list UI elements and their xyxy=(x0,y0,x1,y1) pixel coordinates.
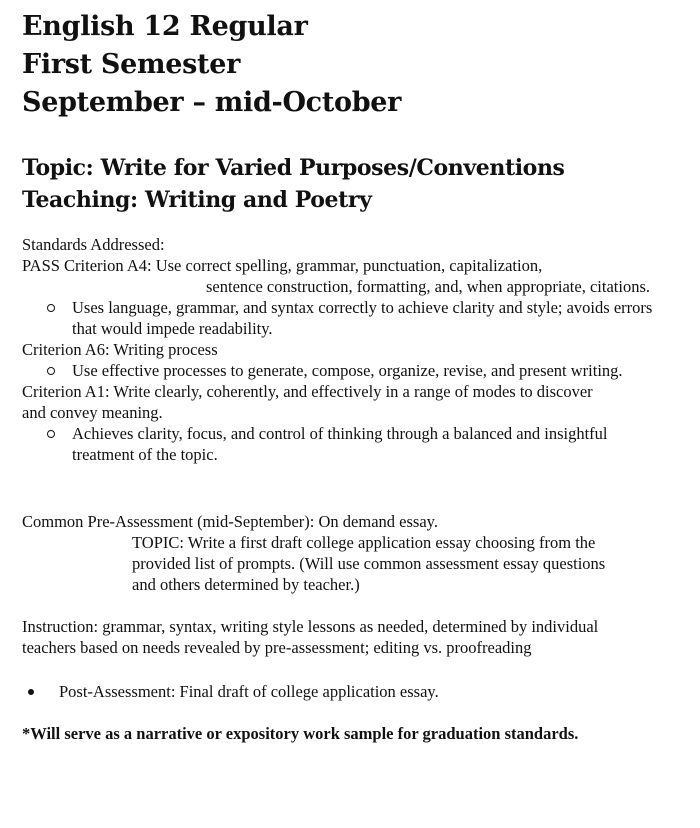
instruction-line2: teachers based on needs revealed by pre-assessment; editing vs. proofreading xyxy=(22,638,532,657)
criterion-a4-line1: PASS Criterion A4: Use correct spelling, grammar, punctuation, capitalization, xyxy=(22,256,543,275)
criterion-a1-line1: Criterion A1: Write clearly, coherently, and effectively in a range of modes to discover xyxy=(22,382,593,401)
criterion-a4-bullet-text: Uses language, grammar, and syntax correctly to achieve clarity and style; avoids errors that would impede readability. xyxy=(72,298,653,338)
pre-assessment-line: Common Pre-Assessment (mid-September): On demand essay. xyxy=(22,512,438,531)
instruction-line1: Instruction: grammar, syntax, writing style lessons as needed, determined by individual xyxy=(22,617,599,636)
post-assessment-text: Post-Assessment: Final draft of college application essay. xyxy=(59,682,439,701)
teaching-title: Teaching: Writing and Poetry xyxy=(22,187,372,213)
pre-assessment-topic-line2: provided list of prompts. (Will use common assessment essay questions xyxy=(132,554,606,573)
pre-assessment-topic-line3: and others determined by teacher.) xyxy=(132,575,360,594)
semester-title: First Semester xyxy=(22,49,241,80)
post-assessment-bullet xyxy=(22,681,439,702)
document-heading xyxy=(22,8,401,122)
pre-assessment-topic-line1: TOPIC: Write a first draft college application essay choosing from the xyxy=(132,533,596,552)
hollow-bullet-icon xyxy=(47,304,55,312)
graduation-standards-note: *Will serve as a narrative or expository work sample for graduation standards. xyxy=(22,724,579,743)
criterion-a6-line: Criterion A6: Writing process xyxy=(22,340,218,359)
standards-section xyxy=(22,234,664,465)
criterion-a6-bullet-text: Use effective processes to generate, compose, organize, revise, and present writing. xyxy=(72,361,623,380)
course-title: English 12 Regular xyxy=(22,11,308,42)
criterion-a1-line2: and convey meaning. xyxy=(22,403,163,422)
criterion-a1-bullet-text: Achieves clarity, focus, and control of thinking through a balanced and insightful treatment of the topic. xyxy=(72,424,608,464)
standards-label: Standards Addressed: xyxy=(22,235,165,254)
criterion-a4-line2: sentence construction, formatting, and, when appropriate, citations. xyxy=(206,277,650,296)
post-assessment-section xyxy=(22,681,439,702)
topic-title: Topic: Write for Varied Purposes/Conventions xyxy=(22,155,565,181)
criterion-a6-bullet xyxy=(22,360,664,381)
bullet-icon xyxy=(28,689,34,695)
date-range-title: September – mid-October xyxy=(22,87,402,118)
criterion-a1-bullet xyxy=(22,423,664,465)
pre-assessment-section xyxy=(22,511,605,595)
hollow-bullet-icon xyxy=(47,367,55,375)
hollow-bullet-icon xyxy=(47,430,55,438)
topic-heading xyxy=(22,152,565,216)
criterion-a4-bullet xyxy=(22,297,664,339)
instruction-section xyxy=(22,616,598,658)
